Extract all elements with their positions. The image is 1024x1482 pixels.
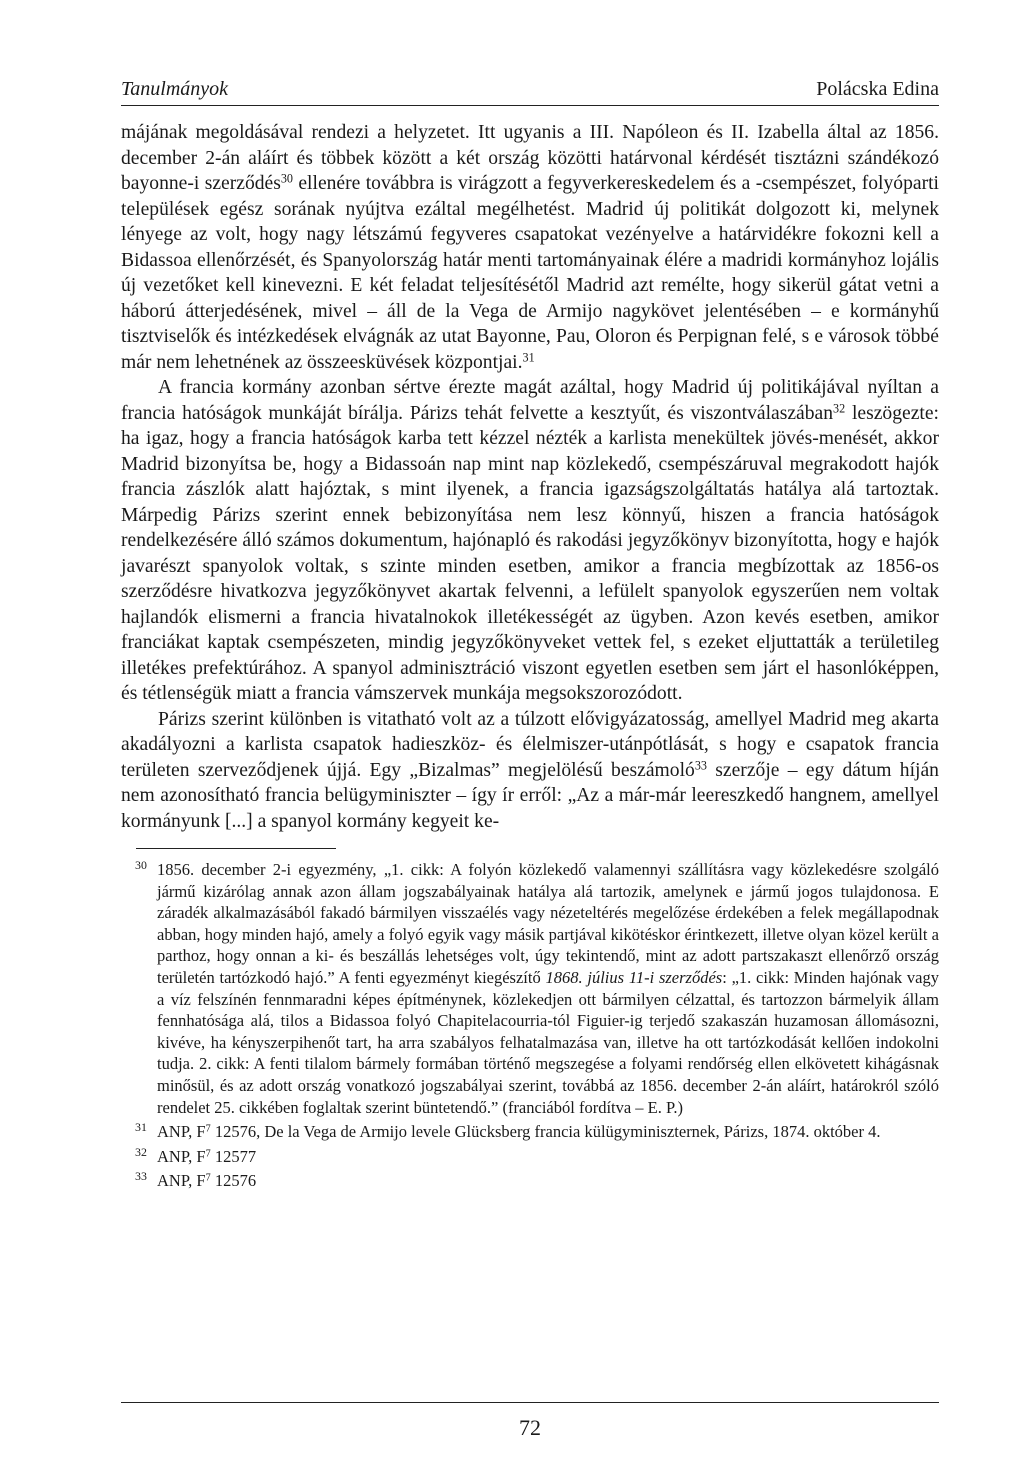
text-run: Párizs szerint különben is vitatható volt az a túlzott elővigyázatosság, amellyel Madrid meg akarta akadályozni a karlista csapatok hadieszköz- és élelmiszer-utánpótlását, s hogy e csapatok francia területen szerveződjenek újjá. Egy „Bizalmas” megjelölésű beszámoló (121, 708, 939, 781)
text-run: ANP, F (157, 1146, 206, 1166)
footnote-ref: 7 (205, 1123, 211, 1135)
text-run: 12576 (210, 1171, 257, 1191)
footnote-ref: 33 (694, 757, 707, 772)
page-content (121, 78, 939, 1195)
footnote-ref: 32 (833, 400, 846, 415)
text-run: májának megoldásával rendezi a helyzetet. Itt ugyanis a III. Napóleon és II. Izabella által az 1856. december 2-án aláírt és többek között a két ország közötti határvonal kérdését tisztázni szándékozó bayonne-i szerződés (121, 122, 939, 194)
header-author: Polácska Edina (816, 78, 939, 100)
footnote-divider (136, 848, 336, 849)
text-run: leszögezte: ha igaz, hogy a francia hatóságok karba tett kézzel nézték a karlista menekültek jövés-menését, akkor Madrid bizonyítsa be, hogy a Bidassoán nap mint nap közlekedő, csempészáruval megrakodott hajók francia zászlók alatt hajóztak, s mint ilyenek, a francia igazságszolgáltatás hatálya alá tartoztak. Márpedig Párizs szerint ennek bebizonyítása nem lesz könnyű, hiszen a francia hatóságok rendelkezésére álló számos dokumentum, hajónapló és rakodási jegyzőkönyv bizonyította, hogy e hajók javarészt spanyolok voltak, s szinte minden esetben, amikor a francia megbízottak az 1856-os szerződésre hivatkozva jegyzőkönyvet akartak felvenni, a lefülelt spanyolok egyszerűen nem voltak hajlandók elismerni a francia hivatalnokok illetékességét az ügyben. Azon kevés esetben, amikor franciákat kaptak csempészeten, mindig jegyzőkönyveket vettek fel, s ezeket eljuttatták a területileg illetékes prefektúrához. A spanyol adminisztráció viszont egyetlen esetben sem járt el hasonlóképpen, és tétlenségük miatt a francia vámszervek munkája megsokszorozódott. (121, 402, 939, 704)
paragraph (121, 375, 939, 707)
footnote-ref: 31 (522, 349, 535, 364)
footnote-number (121, 1170, 157, 1192)
text-run: 12576, De la Vega de Armijo levele Glücksberg francia külügyminiszternek, Párizs, 1874. október 4. (210, 1122, 881, 1142)
paragraph (121, 120, 939, 375)
footnote-ref: 7 (205, 1148, 211, 1160)
footnote (121, 1146, 939, 1168)
header-section-title: Tanulmányok (121, 78, 229, 100)
page-footer (121, 1402, 939, 1441)
footnote-text (157, 1146, 939, 1168)
italic-text: 1868. július 11-i szerződés (545, 967, 723, 987)
footnote-number (121, 1146, 157, 1168)
footnotes (121, 859, 939, 1192)
text-run: A francia kormány azonban sértve érezte magát azáltal, hogy Madrid új politikájával nyíltan a francia hatóságok munkáját bírálja. Párizs tehát felvette a kesztyűt, és viszontválaszában (121, 377, 939, 424)
footnote-text (157, 1170, 939, 1192)
footnote (121, 1170, 939, 1192)
footnote-number (121, 859, 157, 1118)
text-run: ellenére továbbra is virágzott a fegyverkereskedelem és a -csempészet, folyóparti települések egész sorának nyújtva ezáltal megélhetést. Madrid új politikát dolgozott ki, melynek lényege az volt, hogy nagy létszámú fegyveres csapatokat vezényelve a határvidékre fokozni kell a Bidassoa ellenőrzését, és Spanyolország határ menti tartományainak élére a madridi kormányhoz lojális új vezetőket kell kinevezni. E két feladat teljesítésétől Madrid azt remélte, hogy sikerül gátat vetni a háború átterjedésének, mivel – áll de la Vega de Armijo nagykövet jelentésében – e kormányhű tisztviselők és intézkedések elvágnák az utat Bayonne, Pau, Oloron és Perpignan felé, s e városok többé már nem lehetnének az összeesküvések központjai. (121, 173, 939, 373)
running-header (121, 78, 939, 106)
footnote-number (121, 1121, 157, 1143)
footnote-number-label: 32 (135, 1144, 147, 1159)
text-run: ANP, F (157, 1122, 206, 1142)
footnote (121, 859, 939, 1118)
main-text (121, 120, 939, 834)
footnote-number-label: 31 (135, 1120, 147, 1135)
text-run: : „1. cikk: Minden hajónak vagy a víz felszínén fennmaradni képes építménynek, közlekedjen ott bármilyen célzattal, és tartozzon bármelyik állam fennhatósága alá, tilos a Bidassoa folyó Chapitelacourria-tól Figuier-ig terjedő szakaszán huzamosan állomásozni, kivéve, ha kényszerpihenőt tart, ha arra szabályos felhatalmazása van, illetve ha ott tartózkodását kellően indokolni tudja. 2. cikk: A fenti tilalom bármely formában történő megszegése a folyami rendőrség ellen elkövetett kihágásnak minősül, és az adott ország vonatkozó jogszabályai szerint, továbbá az 1856. december 2-án aláírt, határokról szóló rendelet 25. cikkében foglaltak szerint büntetendő.” (franciából fordítva – E. P.) (157, 967, 939, 1117)
footnote (121, 1121, 939, 1143)
text-run: 1856. december 2-i egyezmény, „1. cikk: A folyón közlekedő valamennyi szállításra vagy közlekedésre szolgáló jármű kizárólag annak azon állam jogszabályainak hatálya alá tartozik, amelynek e jármű jogos tulajdonosa. E záradék alkalmazásából fakadó bármilyen visszaélés vagy nézeteltérés megelőzése érdekében a felek megállapodnak abban, hogy minden hajó, amely a folyó egyik vagy másik partjával kikötéskor érintkezett, illetve olyan közel került a parthoz, hogy onnan a ki- és beszállás lehetséges volt, úgy tekintendő, mint az adott partszakaszt ellenőrző ország területén tartózkodó hajó.” A fenti egyezményt kiegészítő (157, 860, 939, 987)
footnote-ref: 30 (280, 171, 293, 186)
footnote-number-label: 30 (135, 858, 147, 873)
text-run: ANP, F (157, 1171, 206, 1191)
text-run: 12577 (210, 1146, 257, 1166)
footnote-number-label: 33 (135, 1169, 147, 1184)
footnote-text (157, 859, 939, 1118)
page-number: 72 (519, 1415, 541, 1440)
text-run: szerzője – egy dátum híján nem azonosítható francia belügyminiszter – így ír erről: „Az a már-már leereszkedő hangnem, amellyel kormányunk [...] a spanyol kormány kegyeit ke- (121, 759, 939, 832)
footnote-text (157, 1121, 939, 1143)
footer-rule (121, 1402, 939, 1403)
paragraph (121, 707, 939, 835)
footnote-ref: 7 (205, 1172, 211, 1184)
